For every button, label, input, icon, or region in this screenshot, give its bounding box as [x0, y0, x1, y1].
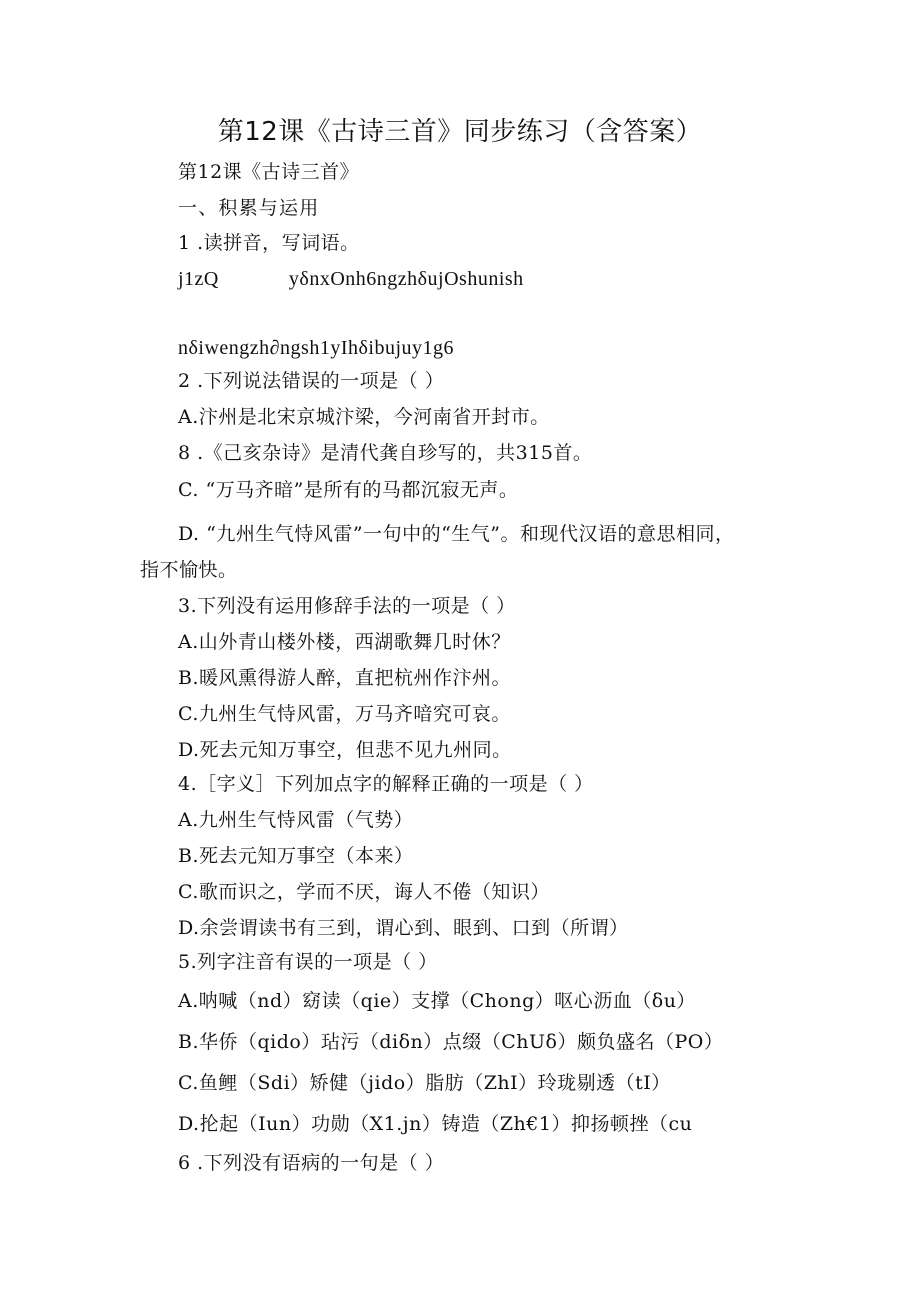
question-1-stem: 1 .读拼音，写词语。 — [178, 232, 360, 254]
question-4-option-a: A.九州生气恃风雷（气势） — [178, 809, 414, 831]
question-3-option-b: B.暖风熏得游人醉，直把杭州作汴州。 — [178, 667, 512, 689]
question-4-option-b: B.死去元知万事空（本来） — [178, 845, 414, 867]
question-5-option-b: B.华侨（qido）玷污（diδn）点缀（ChUδ）颇负盛名（PO） — [178, 1031, 724, 1053]
question-4-option-c: C.歌而识之，学而不厌，诲人不倦（知识） — [178, 881, 550, 903]
question-3-option-a: A.山外青山楼外楼，西湖歌舞几时休？ — [178, 631, 511, 653]
question-2-stem: 2 .下列说法错误的一项是（ ） — [178, 370, 445, 392]
section-heading: 一、积累与运用 — [178, 197, 320, 219]
question-5-option-a: A.呐喊（nd）窈读（qie）支撑（Chong）呕心沥血（δu） — [178, 990, 696, 1012]
question-3-option-d: D.死去元知万事空，但悲不见九州同。 — [178, 739, 512, 761]
question-4-option-d: D.余尝谓读书有三到，谓心到、眼到、口到（所谓） — [178, 917, 629, 939]
question-3-option-c: C.九州生气恃风雷，万马齐喑究可哀。 — [178, 703, 511, 725]
document-title: 第12课《古诗三首》同步练习（含答案） — [217, 117, 703, 147]
question-2-option-c: C. “万马齐暗”是所有的马都沉寂无声。 — [178, 479, 519, 501]
question-6-stem: 6 .下列没有语病的一句是（ ） — [178, 1152, 445, 1174]
lesson-subtitle: 第12课《古诗三首》 — [178, 161, 360, 183]
question-5-stem: 5.列字注音有误的一项是（ ） — [178, 951, 438, 973]
pinyin-1b: yδnxOnh6ngzhδujOshunish — [288, 268, 524, 290]
question-5-option-d: D.抡起（Iun）功勋（X1.jn）铸造（Zh€1）抑扬顿挫（cu — [178, 1113, 693, 1135]
pinyin-row-1 — [178, 267, 524, 291]
question-2-option-d-line1: D. “九州生气恃风雷”一句中的“生气”。和现代汉语的意思相同， — [178, 523, 735, 545]
question-5-option-c: C.鱼鲤（Sdi）矫健（jido）脂肪（ZhI）玲珑剔透（tI） — [178, 1072, 671, 1094]
pinyin-1a: j1zQ — [178, 268, 219, 290]
question-2-option-d-line2: 指不愉快。 — [140, 559, 238, 581]
question-3-stem: 3.下列没有运用修辞手法的一项是（ ） — [178, 595, 516, 617]
question-2-option-a: A.汴州是北宋京城汴梁，今河南省开封市。 — [178, 406, 550, 428]
pinyin-row-2: nδiwengzh∂ngsh1yIhδibujuy1g6 — [178, 337, 455, 359]
question-2-option-b: 8 .《己亥杂诗》是清代龚自珍写的，共315首。 — [178, 442, 593, 464]
question-4-stem: 4.［字义］下列加点字的解释正确的一项是（ ） — [178, 773, 594, 795]
